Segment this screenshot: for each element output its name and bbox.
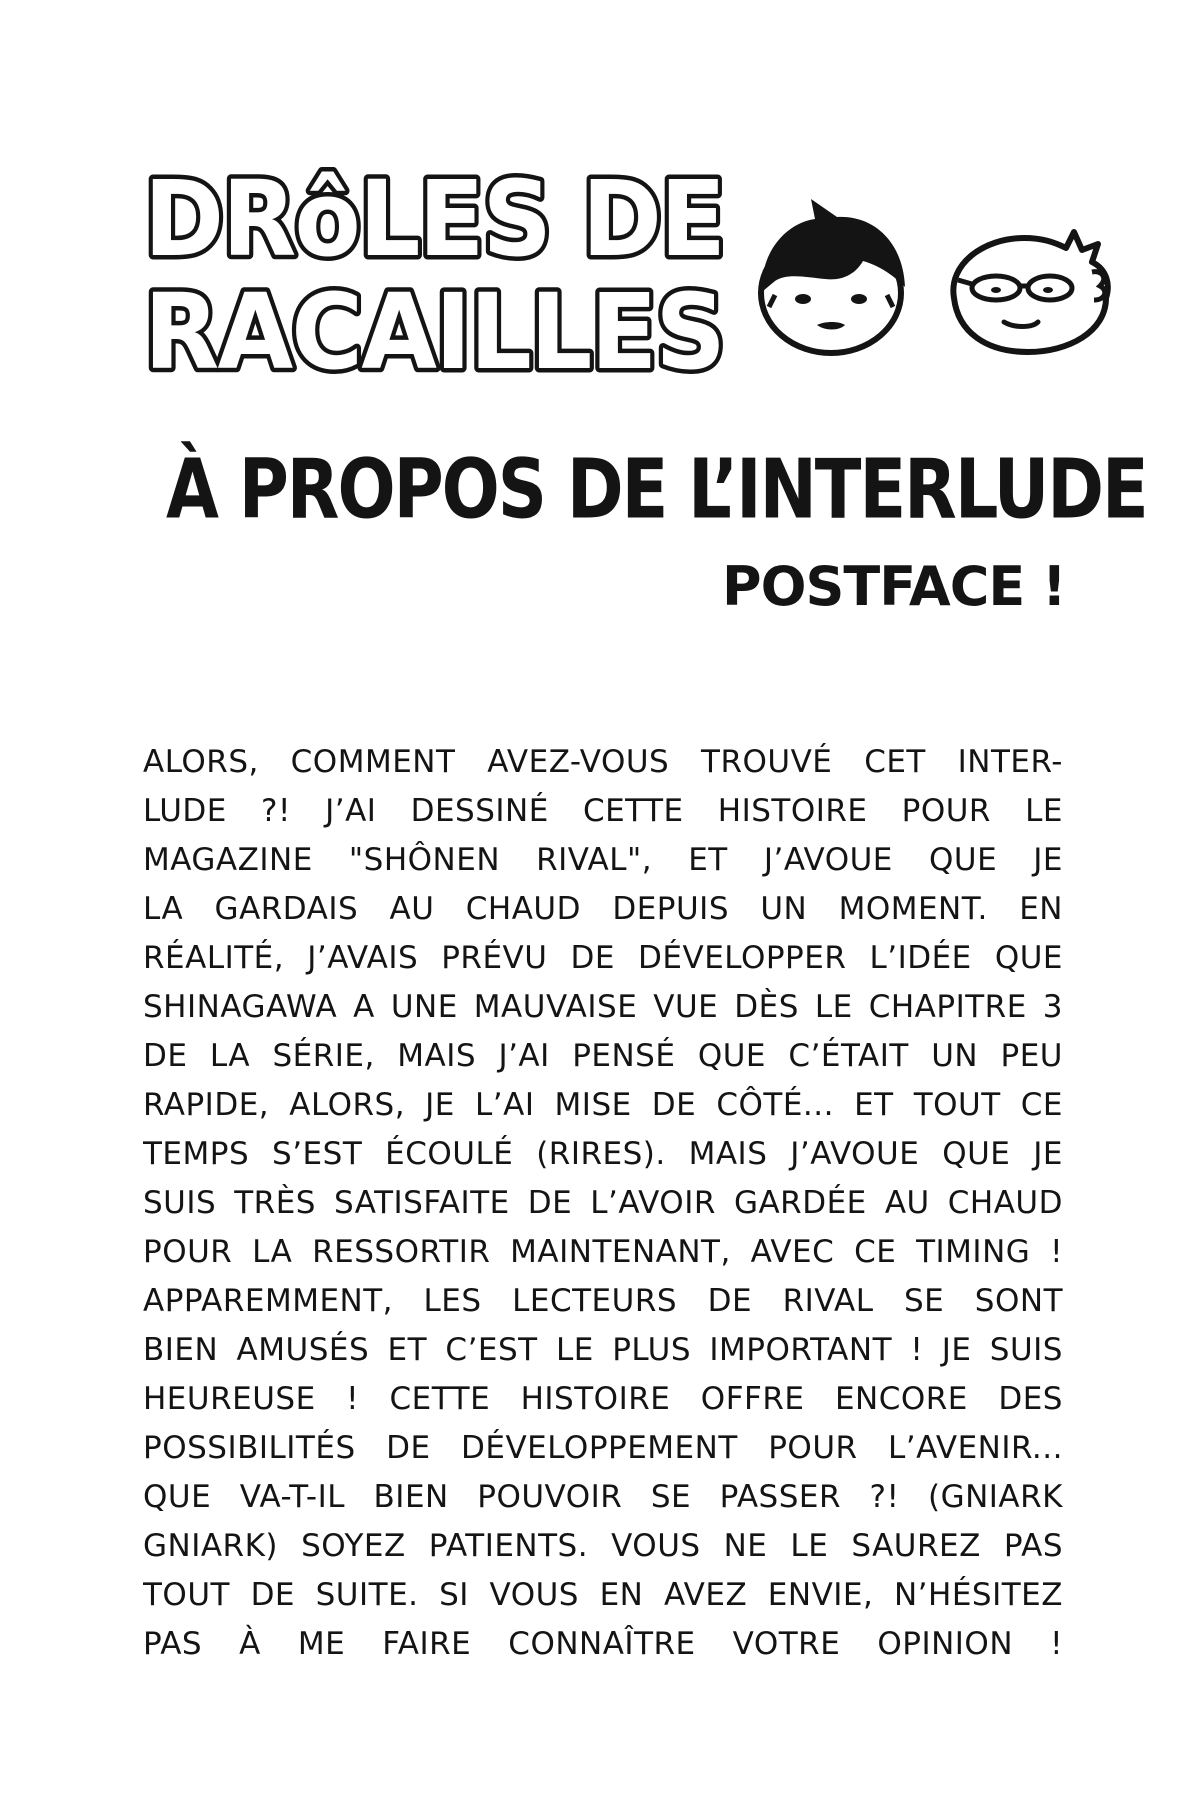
glasses-chibi-face-icon xyxy=(938,228,1113,356)
series-logo-svg xyxy=(140,160,730,382)
dark-haired-chibi-face-icon xyxy=(745,195,915,360)
text-line: POUR LA RESSORTIR MAINTENANT, AVEC CE TIMING ! xyxy=(143,1234,1063,1270)
series-logo-line-1: DRôLES DE xyxy=(144,160,724,280)
page-subtitle: POSTFACE ! xyxy=(722,555,1066,618)
text-line: GNIARK) SOYEZ PATIENTS. VOUS NE LE SAUREZ PAS xyxy=(143,1528,1063,1564)
text-line: SHINAGAWA A UNE MAUVAISE VUE DÈS LE CHAPITRE 3 xyxy=(143,989,1063,1025)
text-line: QUE VA-T-IL BIEN POUVOIR SE PASSER ?! (GNIARK xyxy=(143,1479,1063,1515)
text-line: MAGAZINE "SHÔNEN RIVAL", ET J’AVOUE QUE JE xyxy=(143,842,1063,878)
text-line: SUIS TRÈS SATISFAITE DE L’AVOIR GARDÉE AU CHAUD xyxy=(143,1185,1063,1221)
text-line: LUDE ?! J’AI DESSINÉ CETTE HISTOIRE POUR LE xyxy=(143,793,1063,829)
page-title: À PROPOS DE L’INTERLUDE xyxy=(166,440,1147,537)
text-line: LA GARDAIS AU CHAUD DEPUIS UN MOMENT. EN xyxy=(143,891,1063,927)
text-line: BIEN AMUSÉS ET C’EST LE PLUS IMPORTANT ! JE SUIS xyxy=(143,1332,1063,1368)
text-line: APPAREMMENT, LES LECTEURS DE RIVAL SE SONT xyxy=(143,1283,1063,1319)
afterword-text xyxy=(143,738,1063,1669)
text-line: TEMPS S’EST ÉCOULÉ (RIRES). MAIS J’AVOUE QUE JE xyxy=(143,1136,1063,1172)
text-line: DE LA SÉRIE, MAIS J’AI PENSÉ QUE C’ÉTAIT UN PEU xyxy=(143,1038,1063,1074)
series-logo-line-2: RACAILLES xyxy=(144,271,724,382)
text-line: POSSIBILITÉS DE DÉVELOPPEMENT POUR L’AVENIR... xyxy=(143,1430,1063,1466)
text-line: RAPIDE, ALORS, JE L’AI MISE DE CÔTÉ... ET TOUT CE xyxy=(143,1087,1063,1123)
text-line: HEUREUSE ! CETTE HISTOIRE OFFRE ENCORE DES xyxy=(143,1381,1063,1417)
series-logo xyxy=(140,160,730,382)
text-line: RÉALITÉ, J’AVAIS PRÉVU DE DÉVELOPPER L’IDÉE QUE xyxy=(143,940,1063,976)
text-line: PAS À ME FAIRE CONNAÎTRE VOTRE OPINION ! xyxy=(143,1626,1063,1662)
text-line: ALORS, COMMENT AVEZ-VOUS TROUVÉ CET INTER- xyxy=(143,744,1063,780)
text-line: TOUT DE SUITE. SI VOUS EN AVEZ ENVIE, N’HÉSITEZ xyxy=(143,1577,1063,1613)
